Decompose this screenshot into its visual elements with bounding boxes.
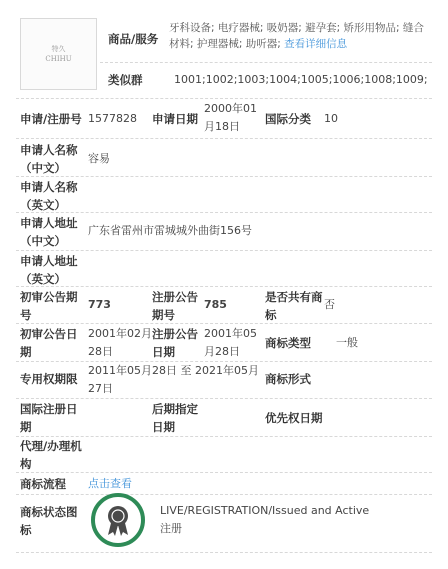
app-date-label: 申请日期 [152,112,198,126]
reg-pub-date-value: 2001年05月28日 [204,327,257,358]
prelim-date-value: 2001年02月28日 [88,327,152,358]
addr-cn-value: 广东省雷州市雷城城外曲街156号 [88,224,252,237]
exclusive-period-label: 专用权期限 [20,372,78,386]
exclusive-period-value: 2011年05月28日 至 2021年05月27日 [88,364,259,395]
shared-value: 否 [324,298,335,311]
trademark-image-text-en: CHIHU [45,55,72,63]
addr-en-label: 申请人地址（英文） [20,254,78,286]
group-label: 类似群 [108,73,143,87]
name-en-label: 申请人名称（英文） [20,180,78,212]
name-cn-value: 容易 [88,152,110,165]
reg-pub-date-label: 注册公告日期 [152,327,198,359]
priority-date-label: 优先权日期 [265,411,323,425]
divider [16,176,432,177]
divider [16,398,432,399]
divider [16,323,432,324]
divider [16,494,432,495]
divider [16,98,432,99]
status-badge-icon [90,492,146,548]
intl-class-value: 10 [324,112,338,125]
trademark-image [20,18,97,90]
reg-no-value: 1577828 [88,112,137,125]
goods-text [169,20,434,52]
status-icon-label: 商标状态图标 [20,505,78,537]
divider [16,552,432,553]
goods-list: 牙科设备; 电疗器械; 吸奶器; 避孕套; 矫形用物品; 缝合材料; 护理器械; 助听器; [169,22,424,50]
tm-form-label: 商标形式 [265,372,311,386]
trademark-image-text-cn: 特久 [51,45,66,53]
prelim-no-value: 773 [88,298,111,311]
status-text-en: LIVE/REGISTRATION/Issued and Active [160,504,370,517]
divider [100,62,432,63]
name-cn-label: 申请人名称（中文） [20,143,78,175]
reg-pub-no-value: 785 [204,298,227,311]
divider [16,212,432,213]
process-label: 商标流程 [20,477,66,491]
later-date-label: 后期指定日期 [152,402,198,434]
goods-label: 商品/服务 [108,32,159,46]
tm-type-label: 商标类型 [265,336,311,350]
app-date-value: 2000年01月18日 [204,102,257,133]
view-details-link[interactable]: 查看详细信息 [284,38,348,50]
intl-class-label: 国际分类 [265,112,311,126]
prelim-date-label: 初审公告日期 [20,327,78,359]
prelim-no-label: 初审公告期号 [20,290,78,322]
agent-label: 代理/办理机构 [20,439,82,471]
process-view-link[interactable]: 点击查看 [88,477,132,490]
shared-label: 是否共有商标 [265,290,323,322]
reg-pub-no-label: 注册公告期号 [152,290,198,322]
divider [16,286,432,287]
tm-type-value: 一般 [336,336,358,349]
addr-cn-label: 申请人地址（中文） [20,216,78,248]
intl-reg-date-label: 国际注册日期 [20,402,78,434]
divider [16,250,432,251]
reg-no-label: 申请/注册号 [20,112,82,126]
divider [16,472,432,473]
status-text-cn: 注册 [160,522,182,535]
group-value: 1001;1002;1003;1004;1005;1006;1008;1009; [174,73,428,86]
divider [16,138,432,139]
